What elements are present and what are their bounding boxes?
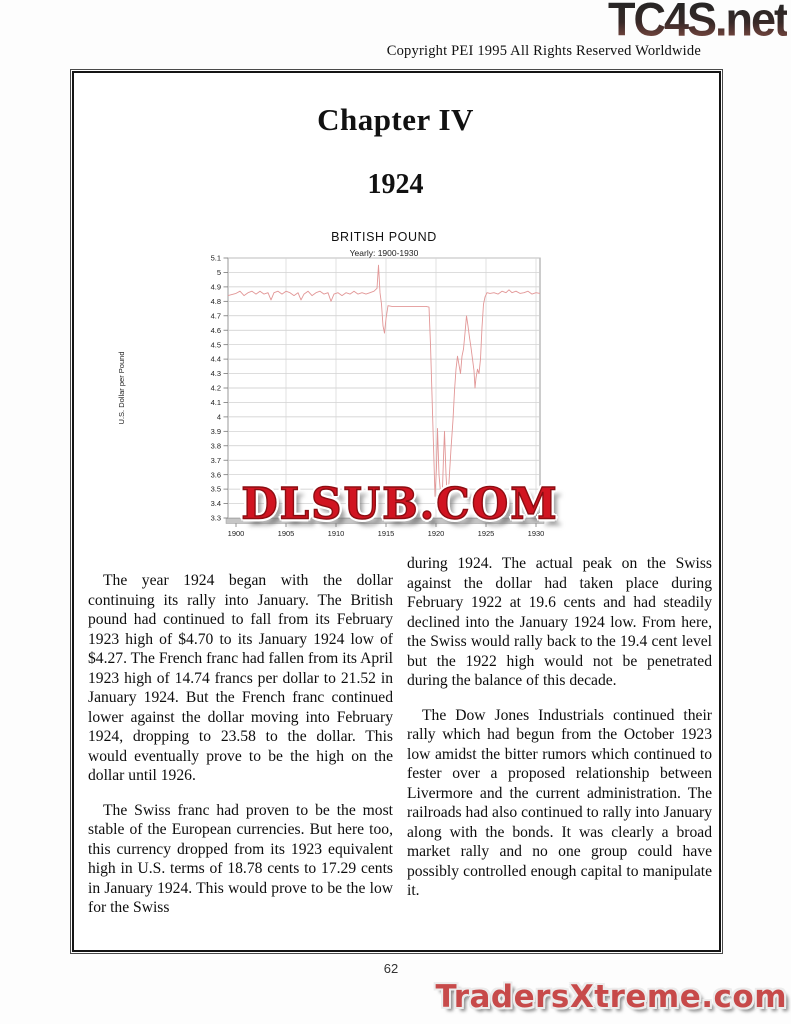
svg-text:1905: 1905	[277, 529, 295, 538]
svg-text:3.8: 3.8	[210, 441, 221, 451]
paragraph: The Swiss franc had proven to be the most stable of the European currencies. But here too, this currency dropped from its 1923 equivalent high in U.S. terms of 18.78 cents to 17.29 cents in January 1924. This would prove to be the low for the Swiss	[88, 801, 393, 916]
paragraph: during 1924. The actual peak on the Swiss against the dollar had taken place during February 1922 at 19.6 cents and had steadily declined into the January 1924 low. From here, the Swiss would rally back to the 19.4 cent level but the 1922 high would not be penetrated during the balance of this decade.	[407, 555, 712, 689]
page-number: 62	[383, 961, 399, 976]
svg-text:4.7: 4.7	[210, 311, 221, 321]
svg-text:4.9: 4.9	[210, 282, 221, 292]
svg-text:4: 4	[216, 412, 221, 422]
svg-text:3.5: 3.5	[210, 484, 221, 494]
y-axis-title: U.S. Dollar per Pound	[117, 351, 126, 425]
svg-text:4.8: 4.8	[210, 296, 221, 306]
paragraph: The year 1924 began with the dollar continuing its rally into January. The British pound had continued to fall from its February 1923 high of $4.70 to its January 1924 low of $4.27. The French franc had fallen from its April 1923 high of 14.74 francs per dollar to 21.52 in January 1924. But the French franc continued lower against the dollar moving into February 1924, dropping to 23.58 to the dollar. This would eventually prove to be the high on the dollar until 1926.	[88, 572, 393, 784]
svg-text:5.1: 5.1	[210, 253, 221, 263]
svg-text:4.4: 4.4	[210, 354, 221, 364]
right-text-column	[407, 554, 712, 916]
dlsub-watermark: DLSUB.COM	[241, 478, 559, 529]
svg-text:1915: 1915	[377, 529, 395, 538]
svg-text:1910: 1910	[327, 529, 345, 538]
chart-subtitle: Yearly: 1900-1930	[349, 248, 419, 258]
svg-text:1920: 1920	[427, 529, 445, 538]
svg-text:3.3: 3.3	[210, 513, 221, 523]
svg-text:4.3: 4.3	[210, 369, 221, 379]
svg-text:4.2: 4.2	[210, 383, 221, 393]
left-text-column	[88, 571, 393, 933]
svg-text:1925: 1925	[477, 529, 495, 538]
svg-text:4.6: 4.6	[210, 325, 221, 335]
chapter-year: 1924	[367, 169, 424, 200]
chapter-title: Chapter IV	[317, 102, 474, 137]
tradersxtreme-site-logo: TradersXtreme.com	[435, 979, 787, 1015]
paragraph: The Dow Jones Industrials continued their rally which had begun from the October 1923 low amidst the bitter rumors which continued to fester over a proposed relationship between Livermore and the current administration. The railroads had also continued to rally into January along with the bonds. It was clearly a broad market rally and no one group could have possibly controlled enough capital to manipulate it.	[407, 706, 712, 899]
svg-text:4.5: 4.5	[210, 340, 221, 350]
tc4s-site-logo: TC4S.net	[608, 0, 787, 47]
svg-text:4.1: 4.1	[210, 398, 221, 408]
copyright-line: Copyright PEI 1995 All Rights Reserved Worldwide	[386, 43, 701, 59]
svg-text:3.6: 3.6	[210, 470, 221, 480]
svg-text:1930: 1930	[527, 529, 545, 538]
svg-text:3.7: 3.7	[210, 455, 221, 465]
chart-title: BRITISH POUND	[331, 230, 437, 244]
svg-text:3.4: 3.4	[210, 499, 221, 509]
svg-text:1900: 1900	[227, 529, 245, 538]
svg-text:3.9: 3.9	[210, 426, 221, 436]
svg-text:5: 5	[216, 268, 221, 278]
